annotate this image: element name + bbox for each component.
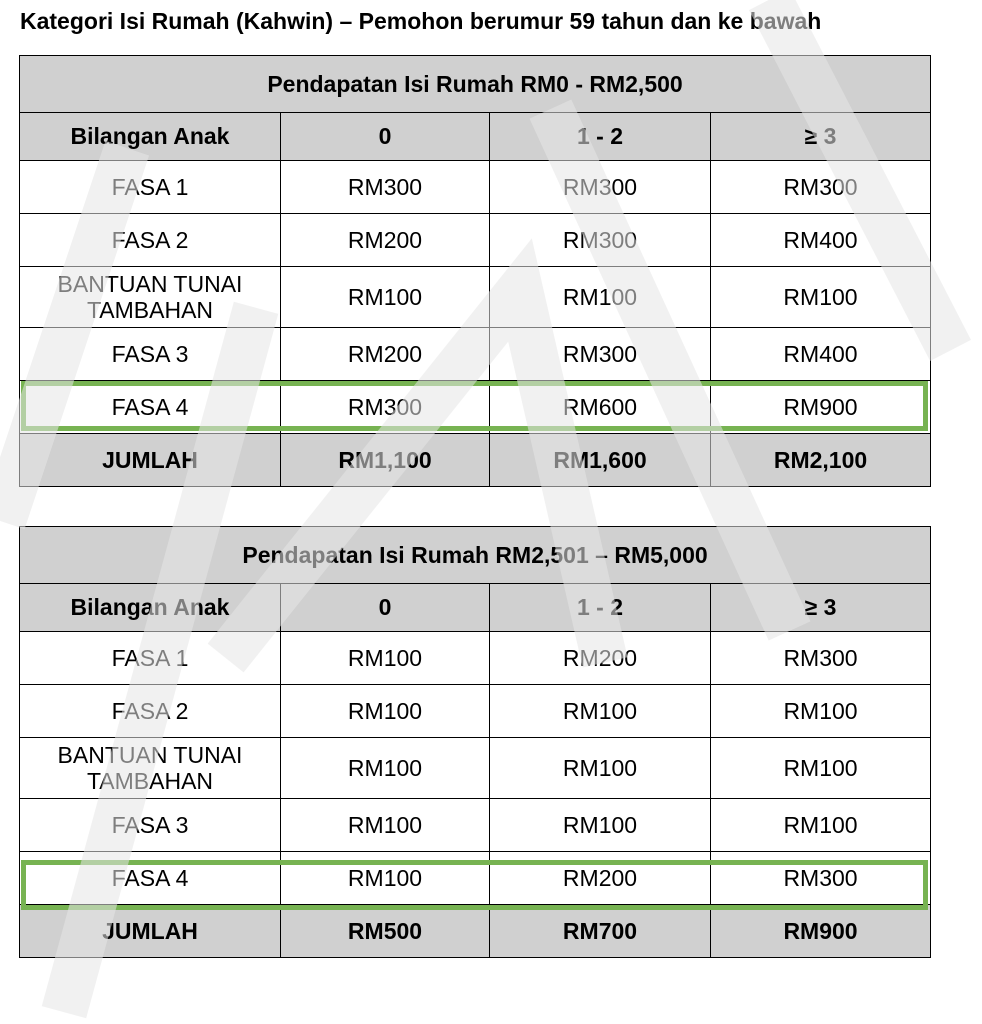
cell-value: RM100 xyxy=(281,632,490,685)
row-label: BANTUAN TUNAI TAMBAHAN xyxy=(20,738,281,799)
table-total-row xyxy=(20,905,931,958)
cell-value: RM100 xyxy=(281,685,490,738)
cell-value: RM100 xyxy=(490,685,711,738)
total-value: RM2,100 xyxy=(711,434,931,487)
header-3-plus-children: ≥ 3 xyxy=(711,584,931,632)
cell-value: RM600 xyxy=(490,381,711,434)
table-row-highlighted xyxy=(20,381,931,434)
cell-value: RM300 xyxy=(490,214,711,267)
cell-value: RM300 xyxy=(711,161,931,214)
income-table-rm0-rm2500 xyxy=(19,55,931,487)
table-row-highlighted xyxy=(20,852,931,905)
row-label: FASA 4 xyxy=(20,381,281,434)
cell-value: RM100 xyxy=(711,685,931,738)
row-label: FASA 3 xyxy=(20,328,281,381)
row-label: FASA 2 xyxy=(20,685,281,738)
cell-value: RM100 xyxy=(711,799,931,852)
total-label: JUMLAH xyxy=(20,434,281,487)
table-row xyxy=(20,214,931,267)
cell-value: RM900 xyxy=(711,381,931,434)
table-title: Pendapatan Isi Rumah RM2,501 – RM5,000 xyxy=(20,527,931,584)
cell-value: RM100 xyxy=(490,799,711,852)
row-label: FASA 3 xyxy=(20,799,281,852)
cell-value: RM300 xyxy=(281,381,490,434)
table-row xyxy=(20,267,931,328)
cell-value: RM300 xyxy=(711,852,931,905)
cell-value: RM100 xyxy=(711,267,931,328)
header-bilangan-anak: Bilangan Anak xyxy=(20,584,281,632)
total-label: JUMLAH xyxy=(20,905,281,958)
total-value: RM1,100 xyxy=(281,434,490,487)
header-0-children: 0 xyxy=(281,584,490,632)
table-header-row xyxy=(20,113,931,161)
cell-value: RM300 xyxy=(490,161,711,214)
cell-value: RM100 xyxy=(490,738,711,799)
row-label: FASA 4 xyxy=(20,852,281,905)
cell-value: RM400 xyxy=(711,328,931,381)
table-title-row xyxy=(20,527,931,584)
row-label: FASA 2 xyxy=(20,214,281,267)
table-row xyxy=(20,685,931,738)
table-total-row xyxy=(20,434,931,487)
table-row xyxy=(20,738,931,799)
cell-value: RM100 xyxy=(281,852,490,905)
cell-value: RM300 xyxy=(711,632,931,685)
table-title: Pendapatan Isi Rumah RM0 - RM2,500 xyxy=(20,56,931,113)
table-row xyxy=(20,328,931,381)
cell-value: RM100 xyxy=(281,267,490,328)
row-label: FASA 1 xyxy=(20,632,281,685)
cell-value: RM200 xyxy=(281,328,490,381)
cell-value: RM200 xyxy=(490,852,711,905)
cell-value: RM100 xyxy=(711,738,931,799)
cell-value: RM100 xyxy=(281,738,490,799)
cell-value: RM100 xyxy=(490,267,711,328)
cell-value: RM400 xyxy=(711,214,931,267)
total-value: RM700 xyxy=(490,905,711,958)
header-1-2-children: 1 - 2 xyxy=(490,113,711,161)
page-title: Kategori Isi Rumah (Kahwin) – Pemohon berumur 59 tahun dan ke bawah xyxy=(20,8,822,34)
table-title-row xyxy=(20,56,931,113)
cell-value: RM100 xyxy=(281,799,490,852)
header-bilangan-anak: Bilangan Anak xyxy=(20,113,281,161)
table-row xyxy=(20,161,931,214)
total-value: RM900 xyxy=(711,905,931,958)
header-1-2-children: 1 - 2 xyxy=(490,584,711,632)
total-value: RM1,600 xyxy=(490,434,711,487)
table-row xyxy=(20,799,931,852)
row-label: BANTUAN TUNAI TAMBAHAN xyxy=(20,267,281,328)
row-label: FASA 1 xyxy=(20,161,281,214)
total-value: RM500 xyxy=(281,905,490,958)
cell-value: RM200 xyxy=(490,632,711,685)
table-header-row xyxy=(20,584,931,632)
cell-value: RM300 xyxy=(281,161,490,214)
income-table-rm2501-rm5000 xyxy=(19,526,931,958)
header-0-children: 0 xyxy=(281,113,490,161)
table-row xyxy=(20,632,931,685)
cell-value: RM200 xyxy=(281,214,490,267)
cell-value: RM300 xyxy=(490,328,711,381)
header-3-plus-children: ≥ 3 xyxy=(711,113,931,161)
